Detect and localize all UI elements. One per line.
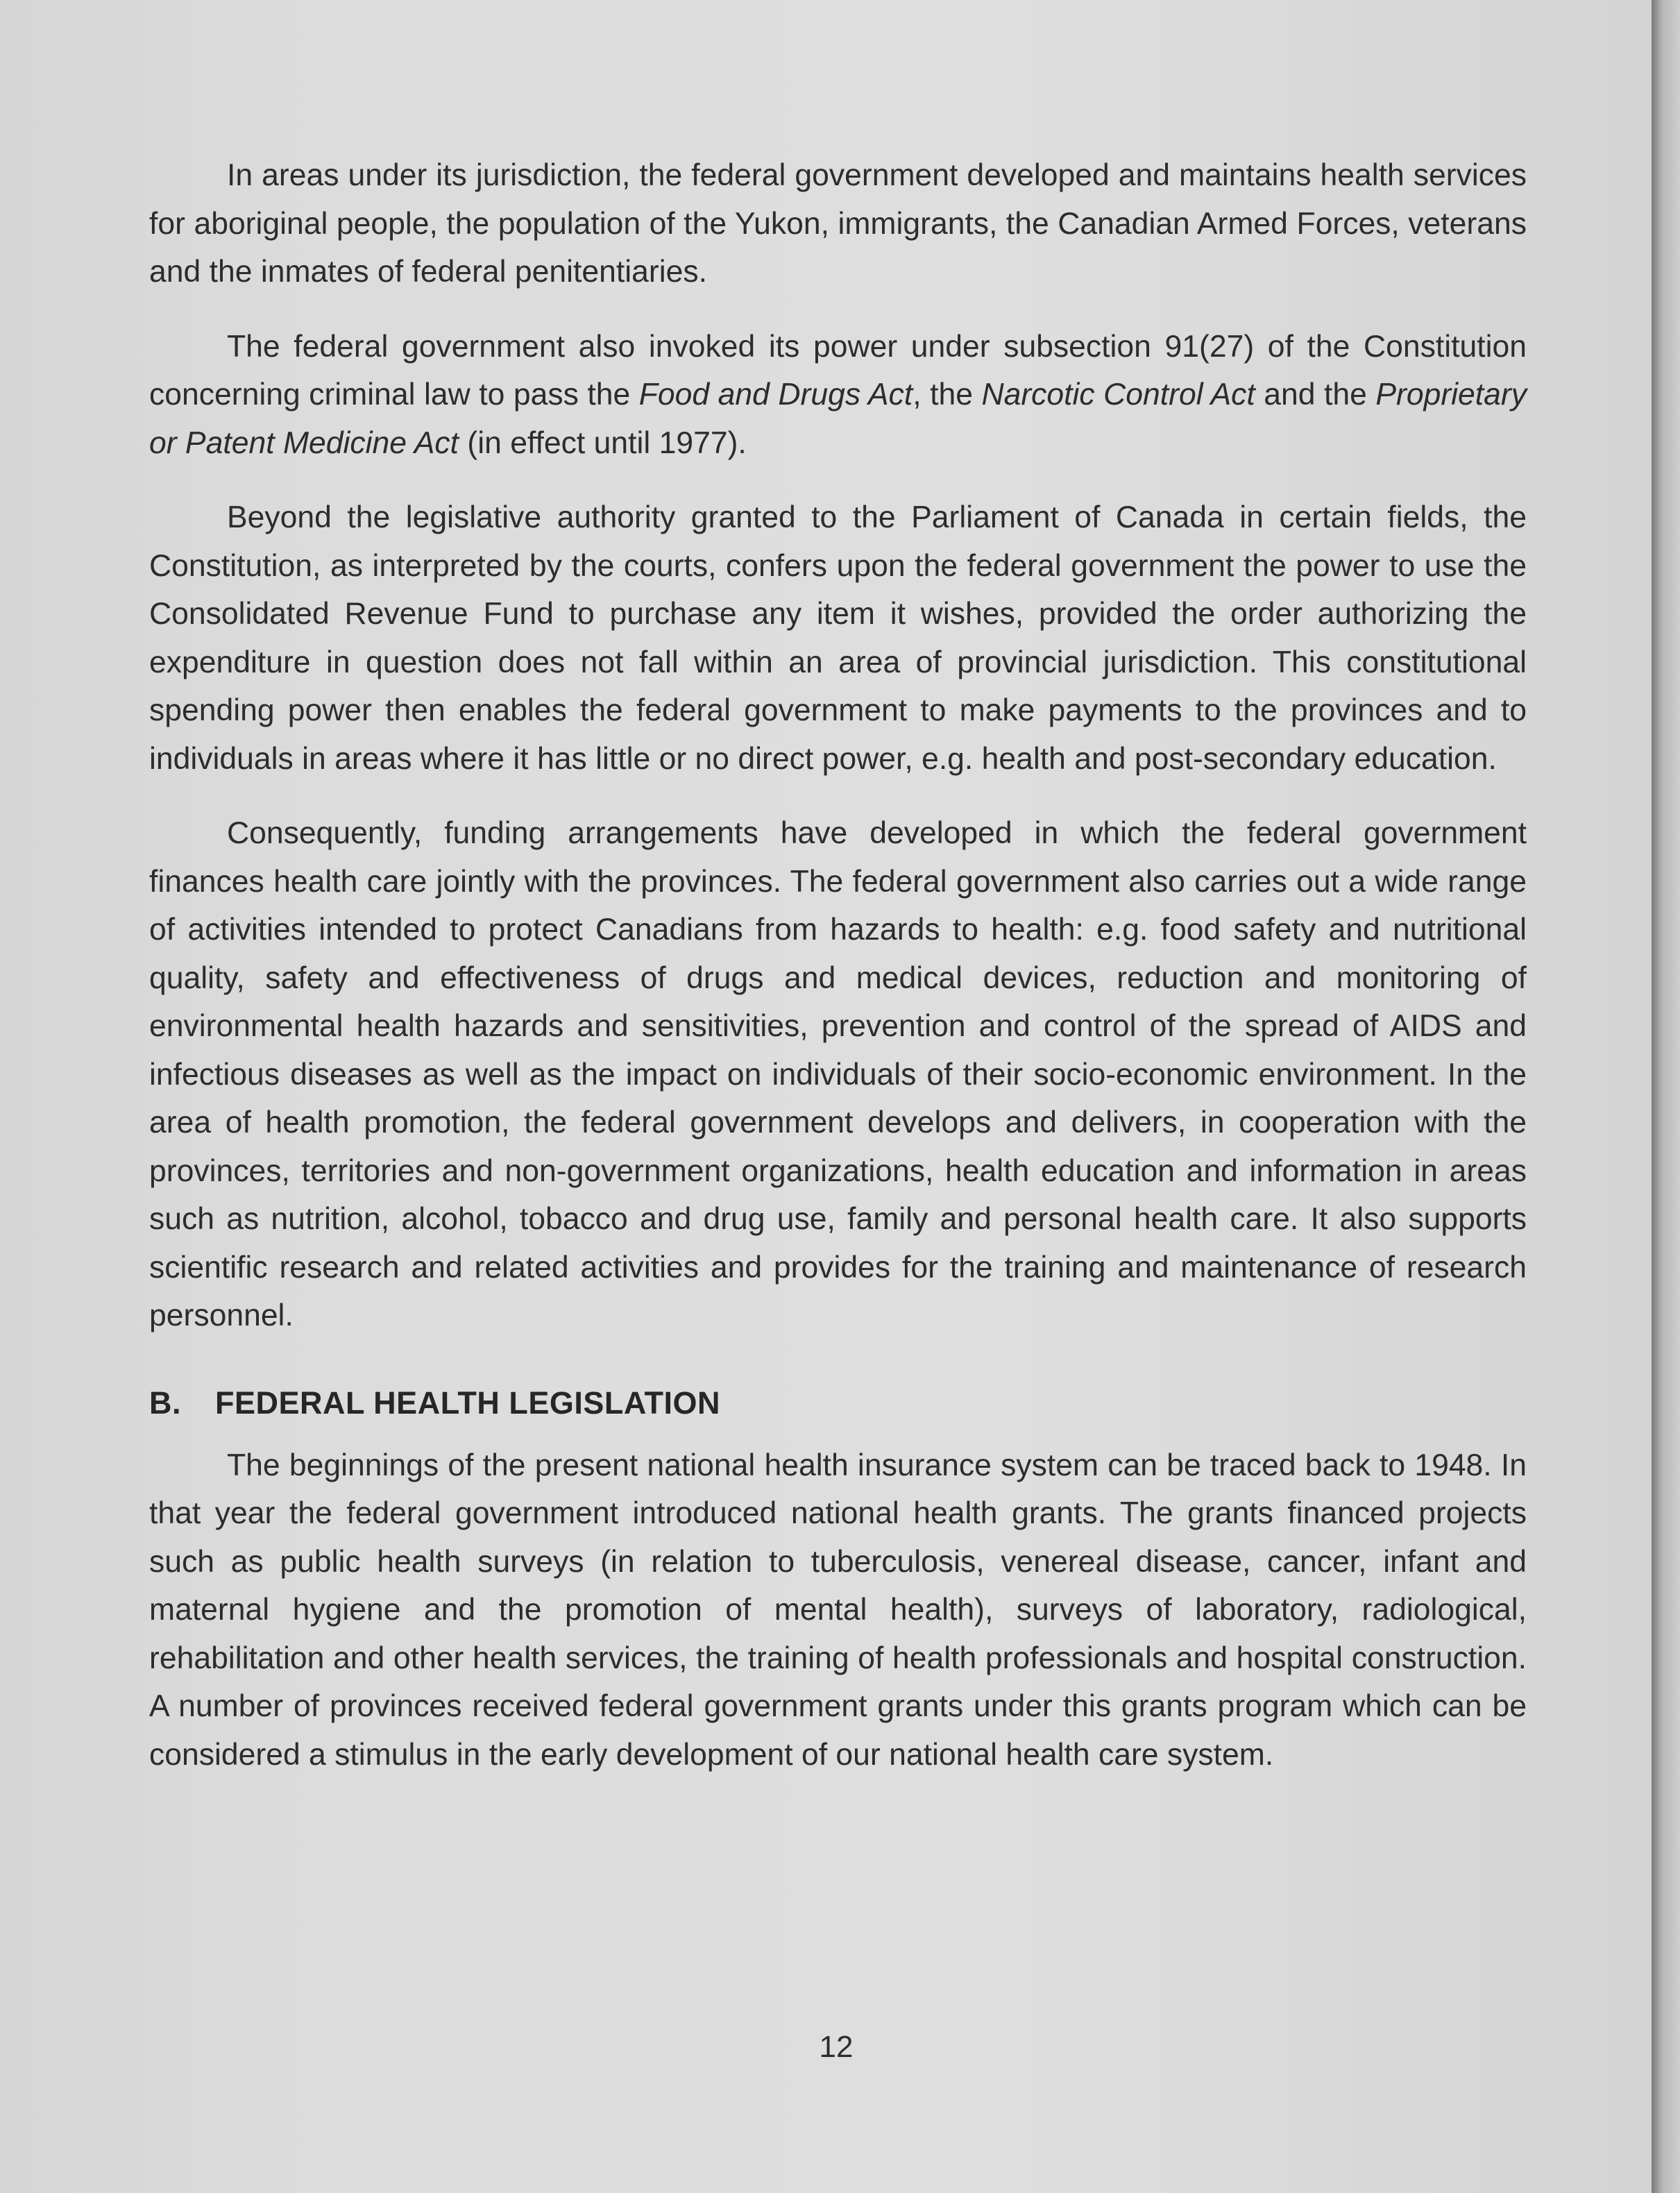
page-number: 12 bbox=[819, 2030, 854, 2064]
text-run: , the bbox=[913, 378, 982, 412]
text-run: and the bbox=[1255, 378, 1376, 412]
text-run: (in effect until 1977). bbox=[459, 425, 747, 460]
act-title-proprietary-medicine: Proprietary or Patent Medicine Act bbox=[149, 378, 1527, 460]
section-label: B. bbox=[149, 1385, 181, 1421]
section-title: FEDERAL HEALTH LEGISLATION bbox=[215, 1385, 720, 1421]
paragraph-spending-power: Beyond the legislative authority granted to the Parliament of Canada in certain fields, the Constitution, as interpreted by the courts, confers upon the federal government the power to use the Consolidated Revenue Fund to purchase any item it wishes, provided the order authorizing the expenditure in question does not fall within an area of provincial jurisdiction. This constitutional spending power then enables the federal government to make payments to the provinces and to individuals in areas where it has little or no direct power, e.g. health and post-secondary education. bbox=[149, 500, 1527, 776]
page-edge-shadow bbox=[1652, 0, 1680, 2193]
paragraph-health-grants: The beginnings of the present national health insurance system can be traced back to 1948. In that year the federal government introduced national health grants. The grants financed projects such as public health surveys (in relation to tuberculosis, venereal disease, cancer, infant and maternal hygiene and the promotion of mental health), surveys of laboratory, radiological, rehabilitation and other health services, the training of health professionals and hospital construction. A number of provinces received federal government grants under this grants program which can be considered a stimulus in the early development of our national health care system. bbox=[149, 1448, 1527, 1772]
paragraph-federal-jurisdiction: In areas under its jurisdiction, the federal government developed and maintains health services for aboriginal people, the population of the Yukon, immigrants, the Canadian Armed Forces, veterans and the inmates of federal penitentiaries. bbox=[149, 158, 1527, 289]
act-title-food-and-drugs: Food and Drugs Act bbox=[638, 378, 913, 412]
text-run: The federal government also invoked its power under subsection 91(27) of the Constitution concerning criminal law to pass the bbox=[149, 329, 1527, 412]
section-heading bbox=[149, 1379, 1527, 1428]
paragraph-criminal-law-acts bbox=[149, 323, 1527, 468]
act-title-narcotic-control: Narcotic Control Act bbox=[981, 378, 1255, 412]
document-body bbox=[149, 151, 1527, 1805]
paragraph-funding-arrangements: Consequently, funding arrangements have developed in which the federal government finances health care jointly with the provinces. The federal government also carries out a wide range of activities intended to protect Canadians from hazards to health: e.g. food safety and nutritional quality, safety and effectiveness of drugs and medical devices, reduction and monitoring of environmental health hazards and sensitivities, prevention and control of the spread of AIDS and infectious diseases as well as the impact on individuals of their socio-economic environment. In the area of health promotion, the federal government develops and delivers, in cooperation with the provinces, territories and non-government organizations, health education and information in areas such as nutrition, alcohol, tobacco and drug use, family and personal health care. It also supports scientific research and related activities and provides for the training and maintenance of research personnel. bbox=[149, 816, 1527, 1332]
